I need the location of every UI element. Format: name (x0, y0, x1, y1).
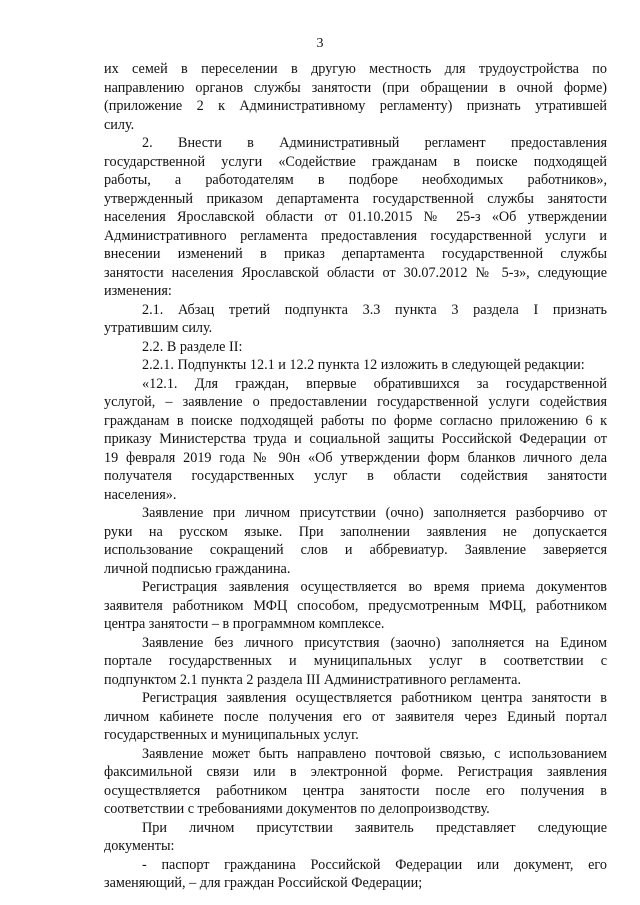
paragraph-line: населения Ярославской области от 01.10.2015 № 25-з «Об утверждении (104, 209, 607, 225)
paragraph-line: изменения: (104, 283, 172, 299)
paragraph-line: приказу Министерства труда и социальной защиты Российской Федерации от (104, 431, 607, 447)
paragraph-line: Заявление может быть направлено почтовой связью, с использованием (142, 745, 607, 762)
paragraph-line: занятости населения Ярославской области от 30.07.2012 № 5-з», следующие (104, 264, 607, 281)
paragraph-line: получателя государственных услуг в области содействия занятости (104, 468, 607, 484)
paragraph-line: 2.1. Абзац третий подпункта 3.3 пункта 3 раздела I признать (142, 301, 607, 318)
paragraph-line: 2.2.1. Подпункты 12.1 и 12.2 пункта 12 изложить в следующей редакции: (142, 357, 585, 373)
paragraph-line: внесении изменений в приказ департамента государственной службы (104, 246, 607, 262)
paragraph-line: работы, а работодателям в подборе необходимых работников», (104, 172, 607, 188)
paragraph-line: 2. Внести в Административный регламент предоставления (142, 135, 607, 151)
paragraph-line: услугой, – заявление о предоставлении государственной услуги содействия (104, 394, 607, 410)
paragraph-line: Регистрация заявления осуществляется работником центра занятости в (142, 690, 607, 706)
paragraph-line: личной подписью гражданина. (104, 560, 291, 577)
paragraph-line: портале государственных и муниципальных услуг в соответствии с (104, 653, 607, 669)
paragraph-line: Регистрация заявления осуществляется во время приема документов (142, 579, 607, 595)
paragraph-line: документы: (104, 838, 175, 854)
paragraph-line: населения». (104, 486, 177, 503)
paragraph-line: факсимильной связи или в электронной форме. Регистрация заявления (104, 764, 607, 780)
paragraph-line: Заявление без личного присутствия (заочно) заполняется на Едином (142, 634, 607, 651)
paragraph-line: государственной услуги «Содействие гражданам в поиске подходящей (104, 153, 607, 170)
paragraph-line: соответствии с требованиями документов по делопроизводству. (104, 801, 490, 817)
paragraph-line: - паспорт гражданина Российской Федерации или документ, его (142, 856, 607, 873)
paragraph-line: Заявление при личном присутствии (очно) заполняется разборчиво от (142, 505, 607, 521)
paragraph-line: направлению органов службы занятости (при обращении в очной форме) (104, 79, 607, 96)
paragraph-line: их семей в переселении в другую местность для трудоустройства по (104, 61, 607, 77)
paragraph-line: личном кабинете после получения его от заявителя через Единый портал (104, 708, 607, 725)
paragraph-line: 2.2. В разделе II: (142, 338, 243, 355)
paragraph-line: 19 февраля 2019 года № 90н «Об утверждении форм бланков личного дела (104, 449, 607, 466)
paragraph-line: Административного регламента предоставления государственной услуги и (104, 227, 607, 244)
paragraph-line: государственных и муниципальных услуг. (104, 727, 359, 743)
paragraph-line: При личном присутствии заявитель представляет следующие (142, 819, 607, 836)
paragraph-line: заменяющий, – для граждан Российской Федерации; (104, 875, 423, 891)
paragraph-line: силу. (104, 116, 135, 133)
paragraph-line: утвержденный приказом департамента государственной службы занятости (104, 190, 607, 207)
document-body (104, 60, 607, 893)
paragraph-line: подпунктом 2.1 пункта 2 раздела III Административного регламента. (104, 671, 522, 688)
paragraph-line: использование сокращений слов и аббревиатур. Заявление заверяется (104, 542, 607, 558)
paragraph-line: руки на русском языке. При заполнении заявления не допускается (104, 523, 607, 540)
page-number: 3 (316, 36, 324, 51)
paragraph-line: утратившим силу. (104, 320, 213, 336)
paragraph-line: гражданам в поиске подходящей работы по форме согласно приложению 6 к (104, 412, 607, 429)
paragraph-line: центра занятости – в программном комплексе. (104, 616, 385, 632)
paragraph-line: осуществляется работником центра занятости после его получения в (104, 782, 607, 799)
paragraph-line: заявителя работником МФЦ способом, предусмотренным МФЦ, работником (104, 597, 607, 614)
paragraph-line: (приложение 2 к Административному регламенту) признать утратившей (104, 98, 607, 114)
paragraph-line: «12.1. Для граждан, впервые обратившихся за государственной (142, 375, 607, 392)
